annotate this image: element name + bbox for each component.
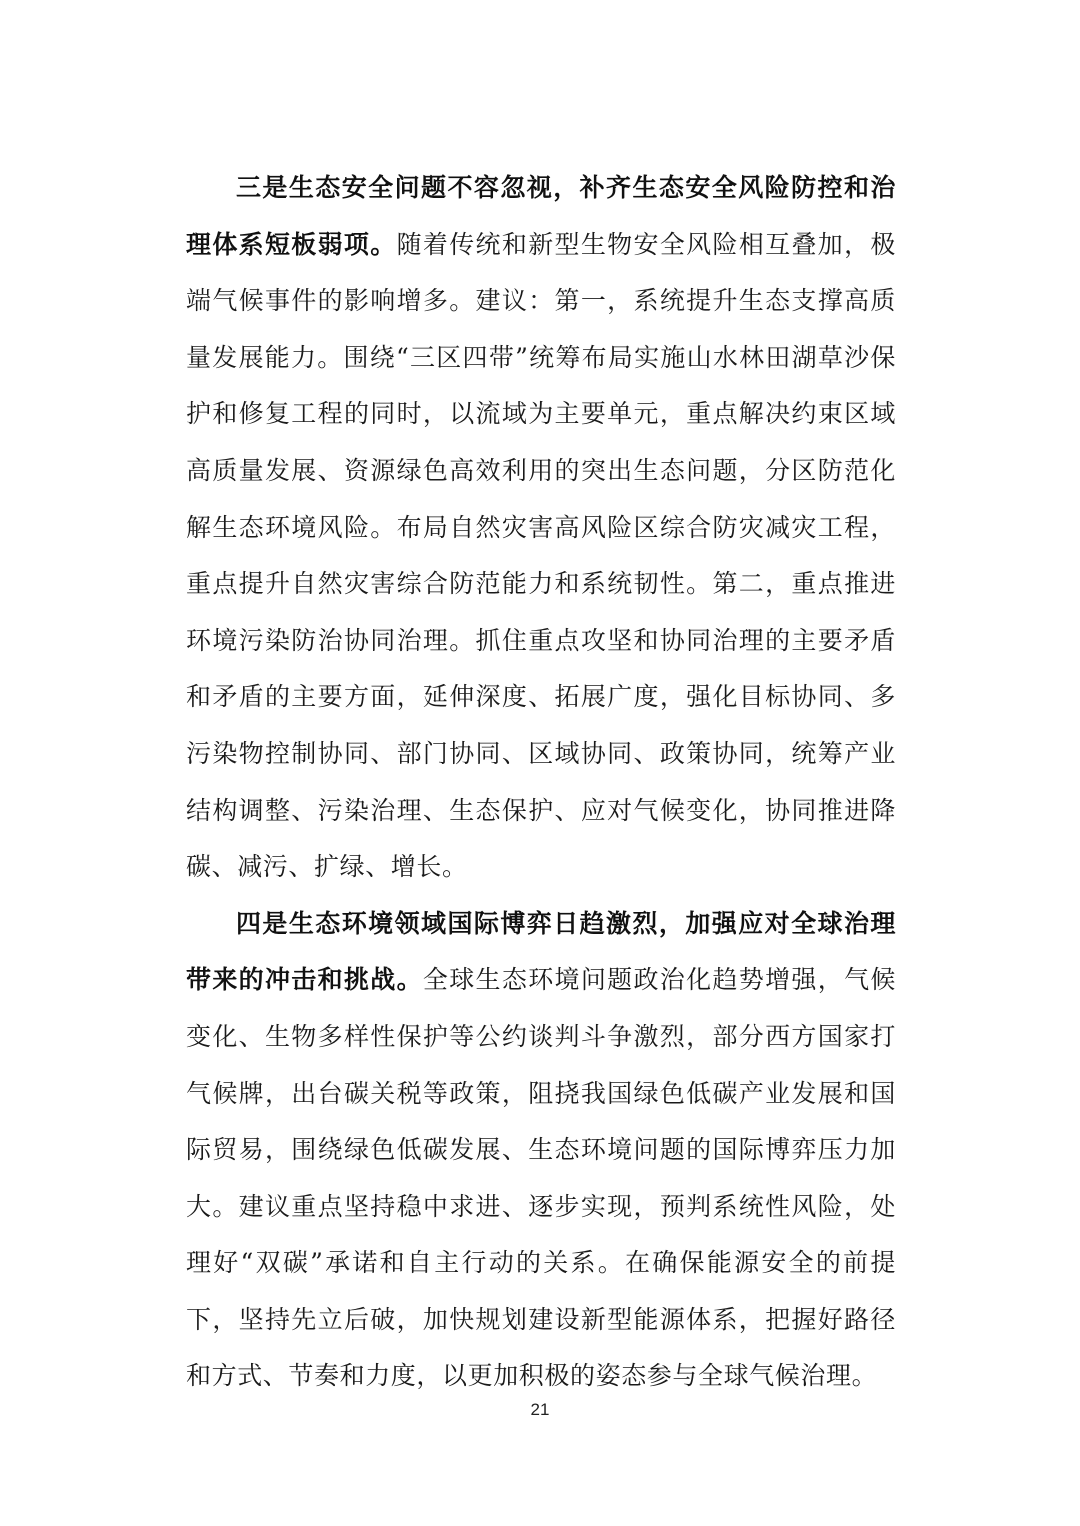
document-body <box>186 160 896 1405</box>
paragraph-heading: 四是生态环境领域国际博弈日趋激烈，加强应对全球治理带来的冲击和挑战。 <box>186 908 896 995</box>
paragraph-ecological-security <box>186 160 896 896</box>
paragraph-text: 随着传统和新型生物安全风险相互叠加，极端气候事件的影响增多。建议：第一，系统提升生态支撑高质量发展能力。围绕“三区四带”统筹布局实施山水林田湖草沙保护和修复工程的同时，以流域为主要单元，重点解决约束区域高质量发展、资源绿色高效利用的突出生态问题，分区防范化解生态环境风险。布局自然灾害高风险区综合防灾减灾工程，重点提升自然灾害综合防范能力和系统韧性。第二，重点推进环境污染防治协同治理。抓住重点攻坚和协同治理的主要矛盾和矛盾的主要方面，延伸深度、拓展广度，强化目标协同、多污染物控制协同、部门协同、区域协同、政策协同，统筹产业结构调整、污染治理、生态保护、应对气候变化，协同推进降碳、减污、扩绿、增长。 <box>186 229 896 882</box>
paragraph-international-competition <box>186 896 896 1405</box>
paragraph-heading: 三是生态安全问题不容忽视，补齐生态安全风险防控和治理体系短板弱项。 <box>186 173 896 259</box>
page-number: 21 <box>530 1400 550 1419</box>
paragraph-text: 全球生态环境问题政治化趋势增强，气候变化、生物多样性保护等公约谈判斗争激烈，部分西方国家打气候牌，出台碳关税等政策，阻挠我国绿色低碳产业发展和国际贸易，围绕绿色低碳发展、生态环境问题的国际博弈压力加大。建议重点坚持稳中求进、逐步实现，预判系统性风险，处理好“双碳”承诺和自主行动的关系。在确保能源安全的前提下，坚持先立后破，加快规划建设新型能源体系，把握好路径和方式、节奏和力度，以更加积极的姿态参与全球气候治理。 <box>186 965 896 1391</box>
